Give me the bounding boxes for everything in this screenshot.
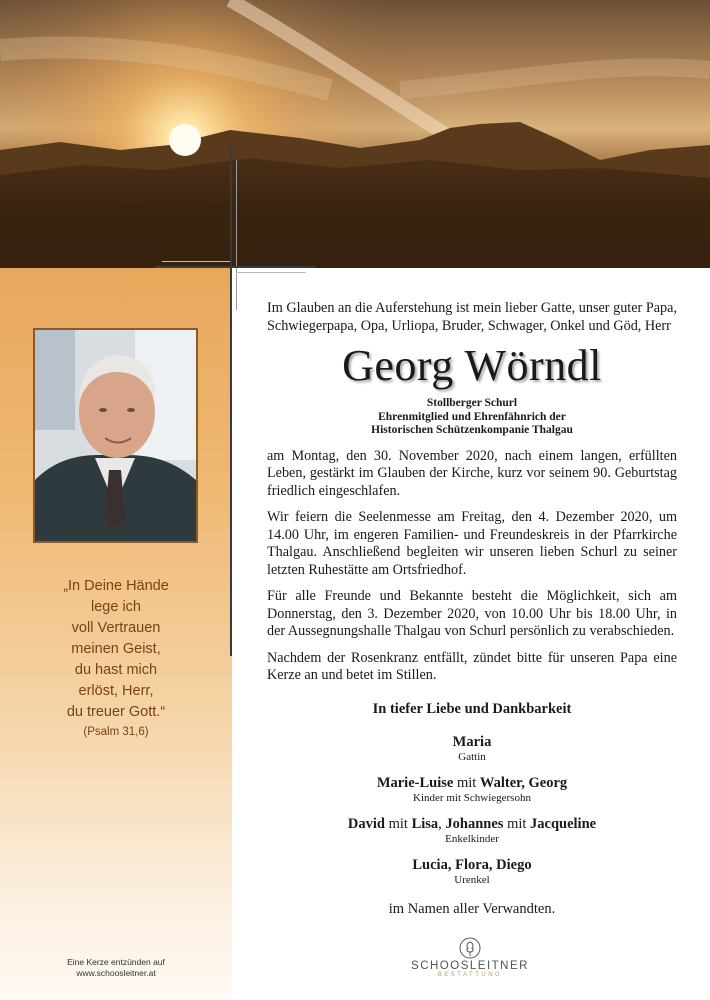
- psalm-line: lege ich: [91, 599, 141, 615]
- closing-line: In tiefer Liebe und Dankbarkeit: [372, 700, 572, 717]
- psalm-line: erlöst, Herr,: [78, 683, 154, 699]
- cross-vertical-shadow: [236, 160, 237, 310]
- mass-paragraph: Wir feiern die Seelenmesse am Freitag, den 4. Dezember 2020, um 14.00 Uhr, im engeren Familien- und Freundeskreis in der Pfarrkirche Thalgau. Anschließend begleiten wir unseren lieben Schurl zu seiner letzten Ruhestätte am Ortsfriedhof.: [267, 509, 677, 578]
- family-name: Lucia, Flora, Diego: [412, 856, 532, 873]
- psalm-quote: [20, 576, 212, 741]
- portrait-graphic: [35, 330, 196, 541]
- title-line: Stollberger Schurl: [426, 397, 518, 409]
- cross-horizontal-shadow: [236, 272, 306, 273]
- family-relation: Urenkel: [454, 873, 490, 886]
- family-name: Lisa: [411, 815, 439, 832]
- title-line: Ehrenmitglied und Ehrenfähnrich der: [378, 410, 566, 423]
- family-name: Johannes: [445, 815, 504, 832]
- psalm-line: voll Vertrauen: [71, 620, 161, 636]
- candle-note-url[interactable]: www.schoosleitner.at: [76, 968, 156, 978]
- family-group: [267, 816, 677, 846]
- title-line: Historischen Schützenkompanie Thalgau: [371, 424, 573, 436]
- family-relation: Enkelkinder: [445, 832, 499, 845]
- portrait-photo: [33, 328, 198, 543]
- family-relation: Gattin: [458, 750, 486, 763]
- family-connector: mit: [453, 774, 480, 791]
- logo-subtitle: BESTATTUNG: [437, 972, 503, 978]
- rose-icon: [459, 937, 481, 959]
- candle-note: [0, 957, 232, 979]
- family-connector: ,: [438, 815, 446, 832]
- psalm-line: du treuer Gott.“: [66, 704, 166, 720]
- psalm-line: „In Deine Hände: [63, 578, 169, 594]
- candle-note-text: Eine Kerze entzünden auf: [67, 957, 165, 967]
- obituary-text: [267, 300, 677, 918]
- deceased-name: Georg Wörndl: [342, 341, 602, 390]
- family-group: [267, 734, 677, 764]
- family-group: [267, 775, 677, 805]
- honorary-titles: [267, 397, 677, 438]
- logo-name: SCHOOSLEITNER: [411, 960, 529, 972]
- psalm-line: du hast mich: [74, 662, 158, 678]
- cross-vertical-line: [230, 148, 232, 656]
- behalf-line: im Namen aller Verwandten.: [388, 900, 556, 917]
- farewell-paragraph: Für alle Freunde und Bekannte besteht die Möglichkeit, sich am Donnerstag, den 3. Dezember 2020, von 10.00 Uhr bis 18.00 Uhr, in der Aussegnungshalle Thalgau von Schurl persönlich zu verabschieden.: [267, 588, 677, 639]
- psalm-reference: (Psalm 31,6): [83, 726, 149, 738]
- cross-horizontal-shadow: [162, 261, 230, 262]
- candle-paragraph: Nachdem der Rosenkranz entfällt, zündet bitte für unseren Papa eine Kerze an und betet im Stillen.: [267, 649, 677, 683]
- family-connector: mit: [384, 815, 412, 832]
- family-name: Walter, Georg: [479, 774, 568, 791]
- family-name: David: [347, 815, 385, 832]
- funeral-home-logo[interactable]: [410, 937, 530, 978]
- intro-text: Im Glauben an die Auferstehung ist mein lieber Gatte, unser guter Papa, Schwiegerpapa, Opa, Urliopa, Bruder, Schwager, Onkel und Göd, Herr: [267, 300, 677, 334]
- psalm-line: meinen Geist,: [71, 641, 161, 657]
- death-notice-paragraph: am Montag, den 30. November 2020, nach einem langen, erfüllten Leben, gestärkt im Glauben der Kirche, kurz vor seinem 90. Geburtstag friedlich eingeschlafen.: [267, 447, 677, 499]
- family-group: [267, 857, 677, 887]
- header-sunset-image: [0, 0, 710, 268]
- family-relation: Kinder mit Schwiegersohn: [413, 791, 531, 804]
- sunset-landscape-graphic: [0, 0, 710, 268]
- family-name: Marie-Luise: [376, 774, 454, 791]
- family-connector: mit: [503, 815, 531, 832]
- family-name: Maria: [452, 733, 492, 750]
- cross-horizontal-line: [155, 266, 315, 268]
- family-name: Jacqueline: [530, 815, 597, 832]
